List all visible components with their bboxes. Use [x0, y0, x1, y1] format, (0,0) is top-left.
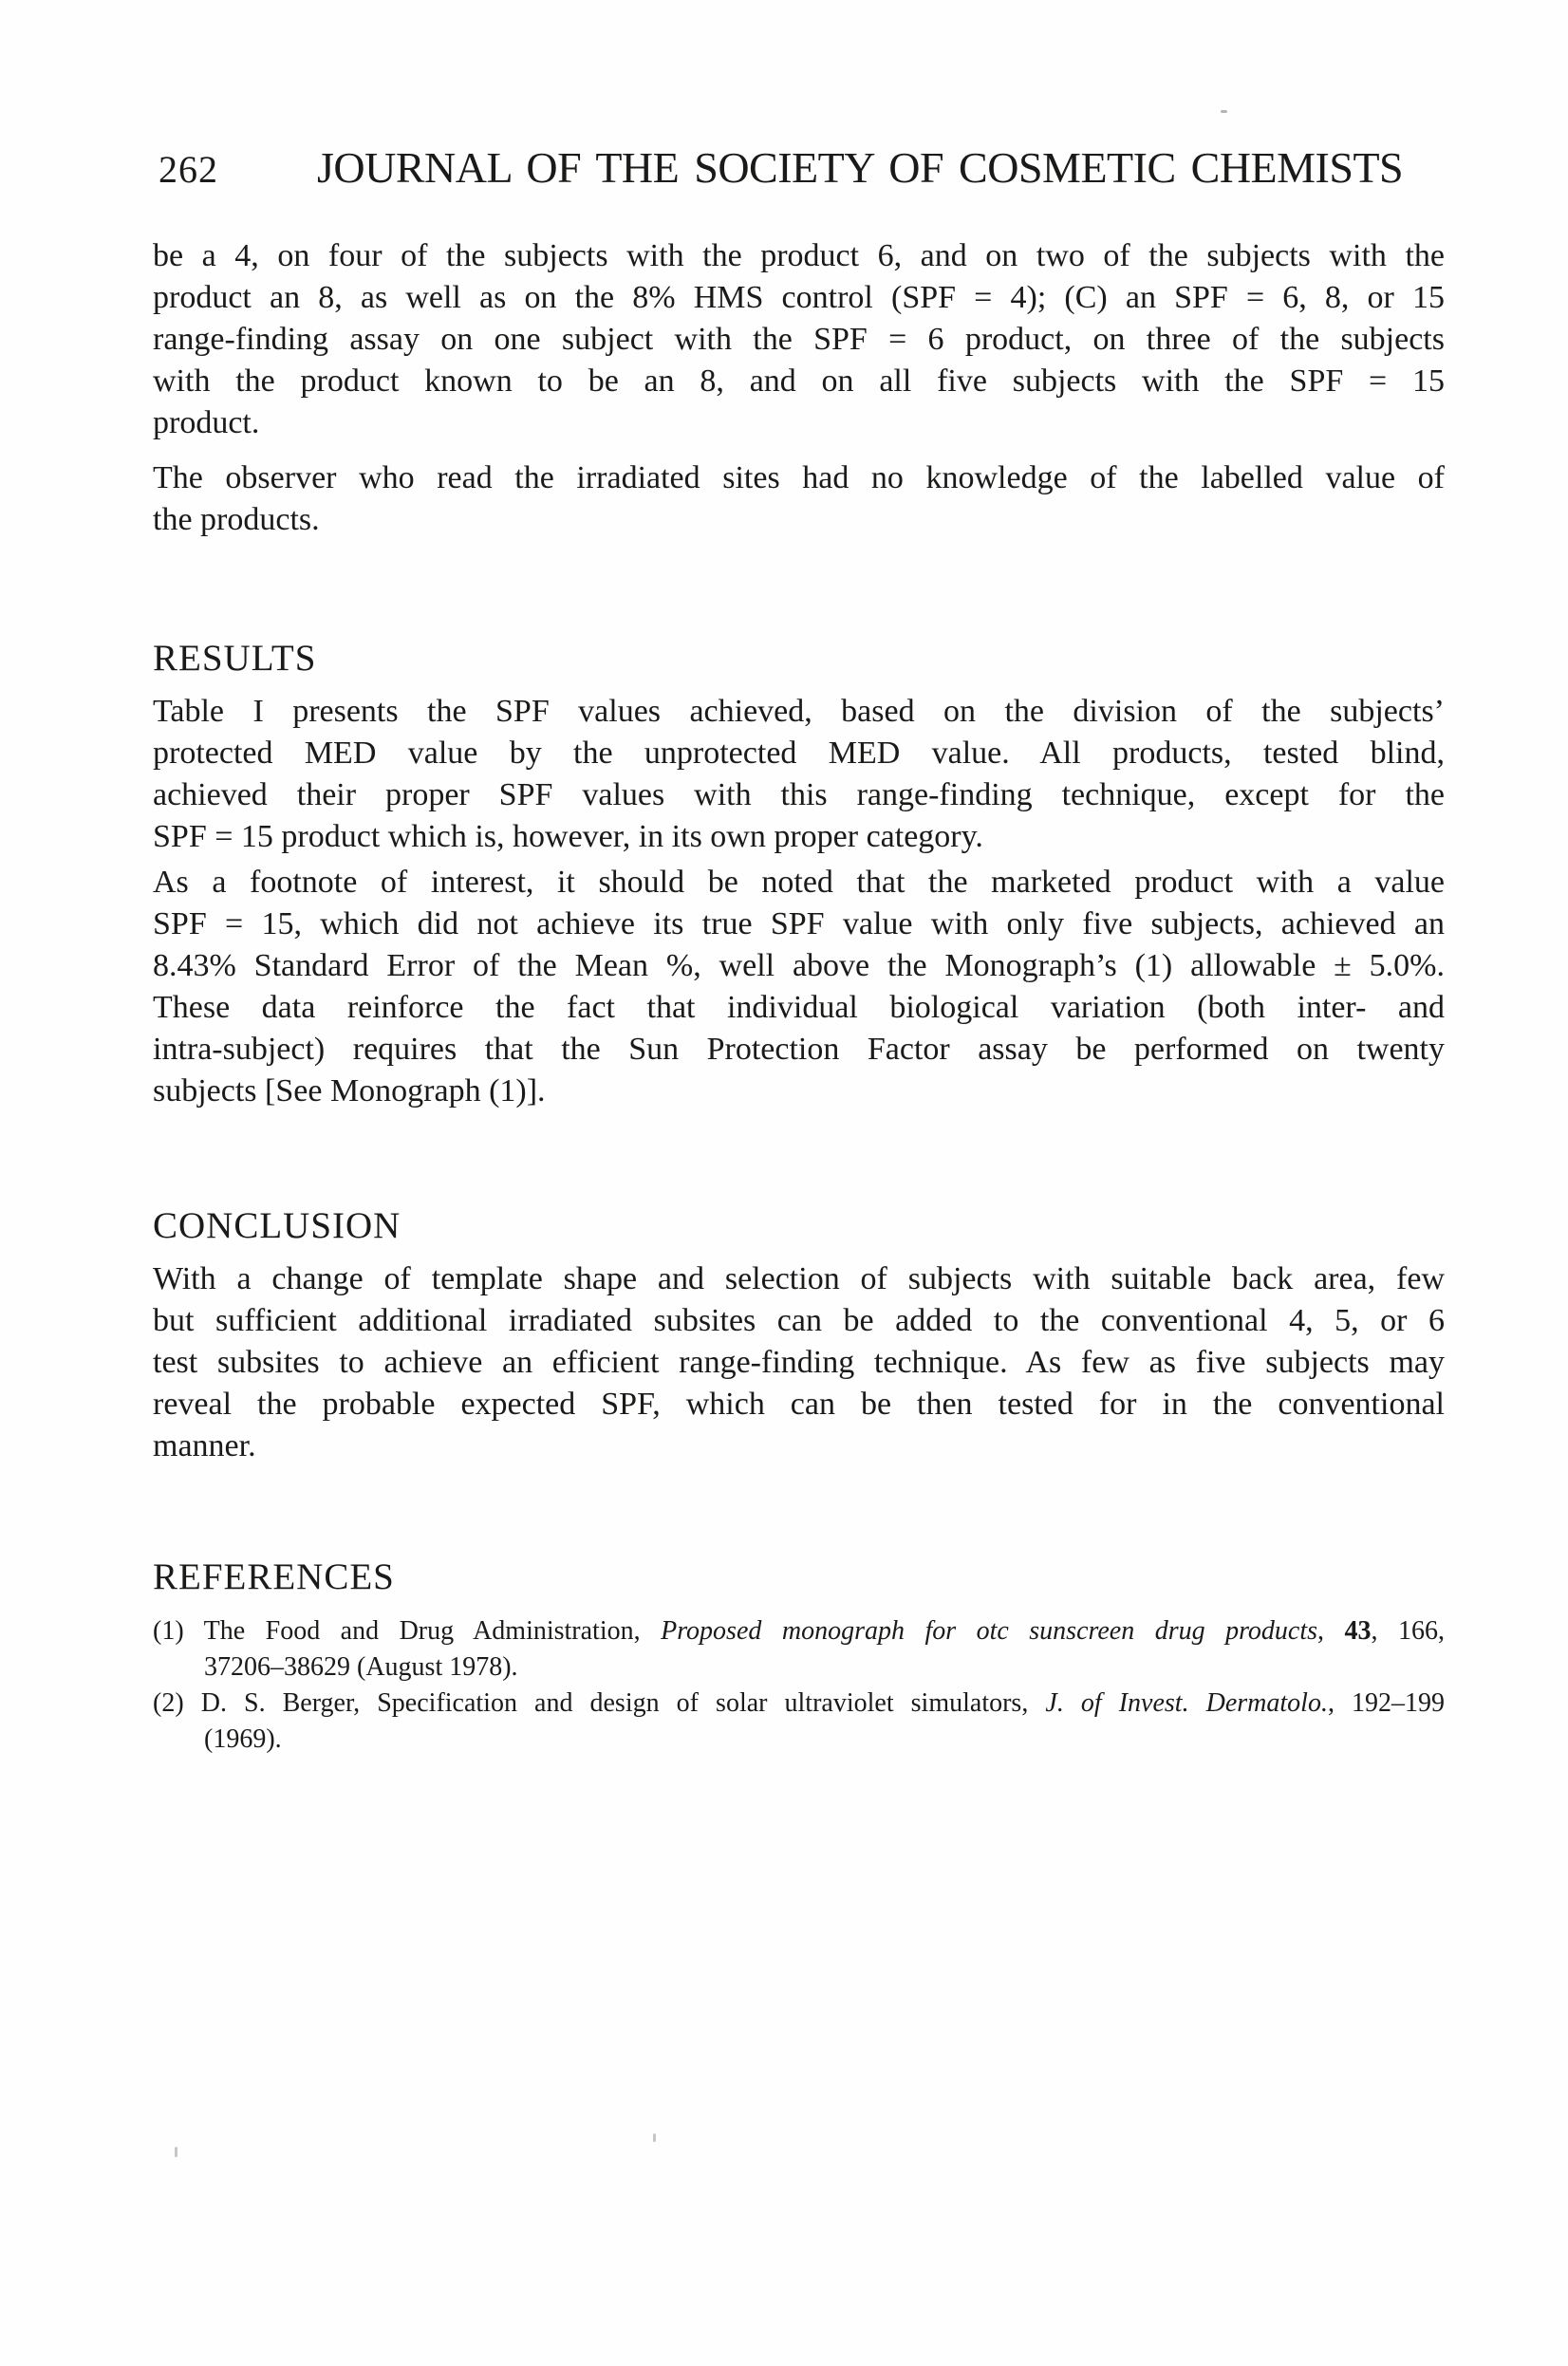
paragraph-observer [153, 457, 1445, 541]
reference-text-segment: 37206–38629 (August 1978). [204, 1652, 518, 1682]
text-line: range-finding assay on one subject with the SPF = 6 product, on three of the subjects [153, 322, 1445, 357]
reference-text-segment: , 166, [1371, 1616, 1446, 1646]
paragraph-continuation [153, 235, 1445, 444]
reference-text-segment: 43 [1344, 1616, 1372, 1646]
reference-text-segment: , 192–199 [1327, 1688, 1446, 1718]
reference-number: (1) [153, 1616, 204, 1646]
results-paragraph-2 [153, 862, 1445, 1112]
text-line: with the product known to be an 8, and on all five subjects with the SPF = 15 [153, 363, 1445, 399]
conclusion-heading: CONCLUSION [153, 1205, 401, 1246]
text-line: product an 8, as well as on the 8% HMS control (SPF = 4); (C) an SPF = 6, 8, or 15 [153, 280, 1445, 315]
scan-artifact [1221, 110, 1227, 113]
reference-line [153, 1722, 1445, 1758]
text-line: achieved their proper SPF values with this range-finding technique, except for the [153, 777, 1445, 812]
article-body [153, 235, 1445, 1758]
reference-line [153, 1649, 1445, 1686]
page-header [159, 142, 1403, 193]
reference-line [153, 1613, 1445, 1649]
reference-text-segment: J. of Invest. Dermatolo. [1045, 1688, 1328, 1718]
text-line: be a 4, on four of the subjects with the product 6, and on two of the subjects with the [153, 238, 1445, 273]
text-line: reveal the probable expected SPF, which can be then tested for in the conventional [153, 1387, 1445, 1422]
reference-text-segment: The Food and Drug Administration, [203, 1616, 662, 1646]
text-line: With a change of template shape and selection of subjects with suitable back area, few [153, 1261, 1445, 1296]
reference-text-segment: D. S. Berger, Specification and design of solar ultraviolet simulators, [200, 1688, 1046, 1718]
reference-item [153, 1613, 1445, 1686]
text-line: These data reinforce the fact that individual biological variation (both inter- and [153, 990, 1445, 1025]
text-line: As a footnote of interest, it should be noted that the marketed product with a value [153, 865, 1445, 900]
text-line: SPF = 15, which did not achieve its true SPF value with only five subjects, achieved an [153, 906, 1445, 941]
text-line: but sufficient additional irradiated subsites can be added to the conventional 4, 5, or 6 [153, 1303, 1445, 1338]
reference-number: (2) [153, 1688, 201, 1718]
results-heading: RESULTS [153, 638, 317, 679]
text-line: subjects [See Monograph (1)]. [153, 1073, 546, 1108]
reference-text-segment: (1969). [204, 1724, 282, 1754]
journal-title: JOURNAL OF THE SOCIETY OF COSMETIC CHEMISTS [317, 143, 1404, 192]
scan-artifact [175, 2147, 177, 2157]
reference-line [153, 1686, 1445, 1722]
reference-text-segment: , [1317, 1616, 1345, 1646]
results-paragraph-1 [153, 691, 1445, 858]
text-line: test subsites to achieve an efficient range-finding technique. As few as five subjects may [153, 1345, 1445, 1380]
page-number: 262 [159, 148, 218, 191]
text-line: The observer who read the irradiated sites had no knowledge of the labelled value of [153, 460, 1445, 495]
scan-artifact [653, 2133, 656, 2142]
text-line: intra-subject) requires that the Sun Protection Factor assay be performed on twenty [153, 1032, 1445, 1067]
reference-text-segment: Proposed monograph for otc sunscreen drug products [661, 1616, 1318, 1646]
text-line: 8.43% Standard Error of the Mean %, well above the Monograph’s (1) allowable ± 5.0%. [153, 948, 1445, 983]
text-line: product. [153, 405, 260, 440]
text-line: the products. [153, 502, 320, 537]
conclusion-paragraph [153, 1258, 1445, 1467]
text-line: protected MED value by the unprotected MED value. All products, tested blind, [153, 736, 1445, 771]
reference-list [153, 1613, 1445, 1758]
references-heading: REFERENCES [153, 1556, 395, 1597]
reference-item [153, 1686, 1445, 1758]
text-line: manner. [153, 1428, 256, 1463]
text-line: SPF = 15 product which is, however, in its own proper category. [153, 819, 983, 854]
text-line: Table I presents the SPF values achieved, based on the division of the subjects’ [153, 694, 1445, 729]
